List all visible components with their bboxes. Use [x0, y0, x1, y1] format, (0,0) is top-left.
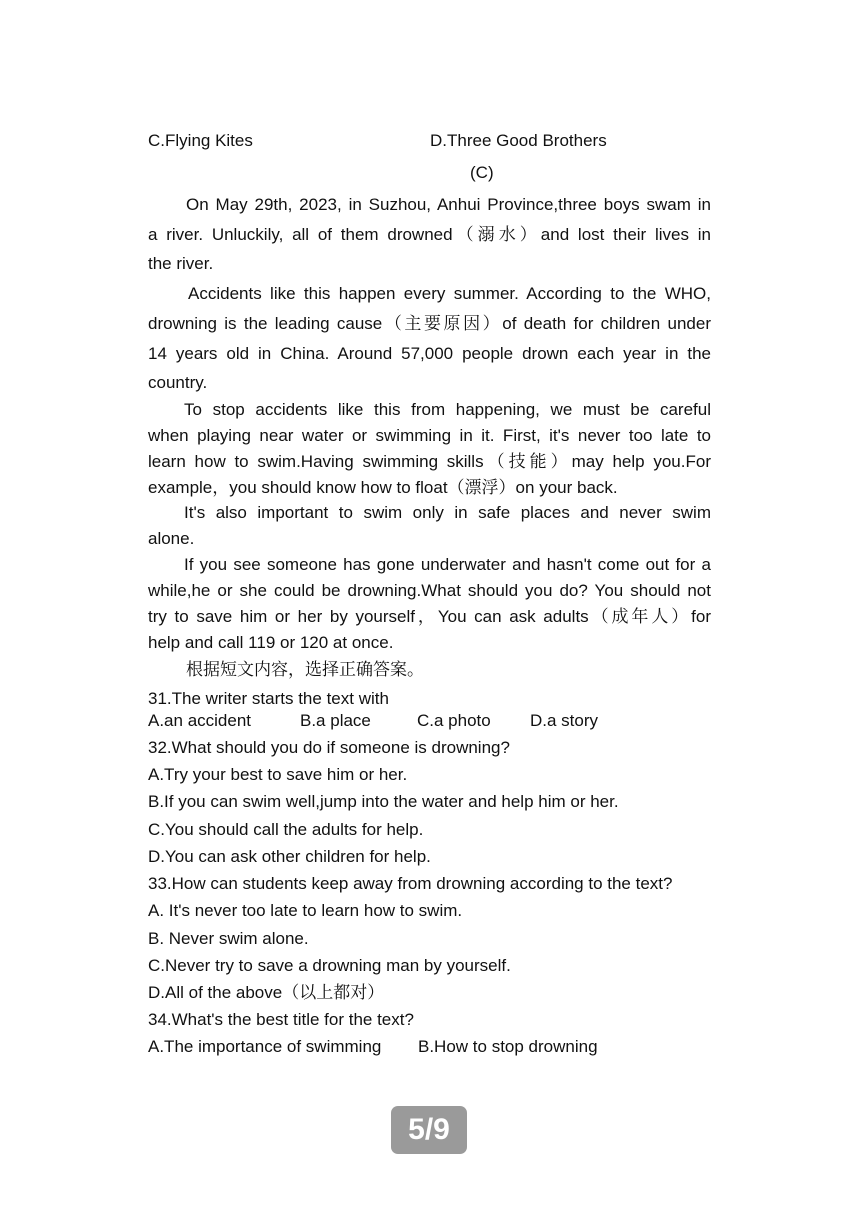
option-d: D.a story [530, 711, 599, 730]
question-stem: 34.What's the best title for the text? [148, 1010, 414, 1029]
question-stem: 32.What should you do if someone is drowning? [148, 738, 510, 757]
option-a: A. It's never too late to learn how to swim. [148, 901, 463, 920]
option-c-prev: C.Flying Kites [148, 131, 253, 150]
instruction: 根据短文内容，选择正确答案。 [186, 660, 424, 680]
passage-line: 14 years old in China. Around 57,000 people drown each year in the [148, 344, 711, 363]
passage-line: example，you should know how to float（漂浮）on your back. [148, 478, 618, 497]
option-c: C.You should call the adults for help. [148, 820, 424, 839]
passage-line: To stop accidents like this from happening, we must be careful [184, 400, 711, 419]
section-label: (C) [470, 163, 494, 182]
passage-line: a river. Unluckily, all of them drowned（溺水）and lost their lives in [148, 225, 711, 244]
option-b: B.If you can swim well,jump into the water and help him or her. [148, 792, 619, 811]
passage-line: On May 29th, 2023, in Suzhou, Anhui Province,three boys swam in [186, 195, 711, 214]
passage-line: alone. [148, 529, 195, 548]
option-d: D.All of the above（以上都对） [148, 983, 385, 1002]
option-a: A.an accident [148, 711, 252, 730]
passage-line: Accidents like this happen every summer. According to the WHO, [188, 284, 711, 303]
option-b: B. Never swim alone. [148, 929, 309, 948]
passage-line: help and call 119 or 120 at once. [148, 633, 394, 652]
page-indicator: 5/9 [391, 1106, 467, 1154]
option-c: C.a photo [417, 711, 491, 730]
option-d: D.You can ask other children for help. [148, 847, 431, 866]
question-stem: 33.How can students keep away from drowning according to the text? [148, 874, 673, 893]
passage-line: try to save him or her by yourself，You can ask adults（成年人）for [148, 607, 711, 626]
passage-line: the river. [148, 254, 214, 273]
option-c: C.Never try to save a drowning man by yourself. [148, 956, 511, 975]
passage-line: country. [148, 373, 208, 392]
option-a: A.Try your best to save him or her. [148, 765, 408, 784]
passage-line: learn how to swim.Having swimming skills（技能）may help you.For [148, 452, 711, 471]
option-b: B.How to stop drowning [418, 1037, 598, 1056]
passage-line: It's also important to swim only in safe places and never swim [184, 503, 711, 522]
passage-line: while,he or she could be drowning.What should you do? You should not [148, 581, 711, 600]
passage-line: when playing near water or swimming in it. First, it's never too late to [148, 426, 711, 445]
passage-line: If you see someone has gone underwater and hasn't come out for a [184, 555, 711, 574]
option-a: A.The importance of swimming [148, 1037, 382, 1056]
option-b: B.a place [300, 711, 371, 730]
question-stem: 31.The writer starts the text with [148, 689, 389, 708]
option-d-prev: D.Three Good Brothers [430, 131, 607, 150]
passage-line: drowning is the leading cause（主要原因）of death for children under [148, 314, 711, 333]
